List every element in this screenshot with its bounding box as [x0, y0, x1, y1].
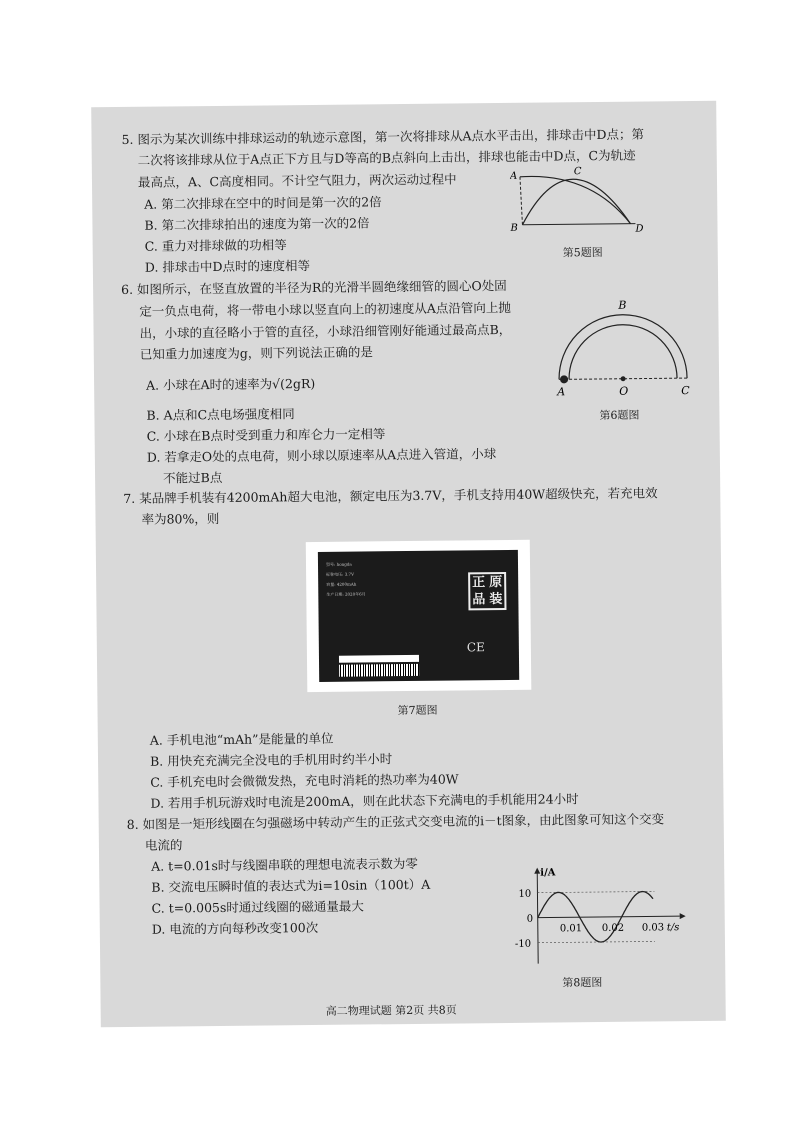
- q8-xlabel: t/s: [666, 922, 680, 934]
- logo-char-2: 原: [489, 575, 503, 591]
- q6-option-a: A. 小球在A时的速率为√(2gR): [146, 375, 316, 393]
- battery-text-4: 生产日期: 2020年6月: [326, 591, 366, 597]
- q5-label-a: A: [509, 170, 518, 182]
- genuine-logo: [468, 572, 506, 610]
- q5-line-3: 最高点，A、C高度相同。不计空气阻力，两次运动过程中: [137, 171, 457, 190]
- q8-option-d: D. 电流的方向每秒改变100次: [151, 919, 319, 937]
- q5-option-c: C. 重力对排球做的功相等: [144, 237, 287, 254]
- q5-line-1: 5. 图示为某次训练中排球运动的轨迹示意图，第一次将排球从A点水平击出，排球击中D点；第: [121, 126, 645, 147]
- q8-ytick-0: 0: [526, 913, 534, 925]
- q5-label-b: B: [510, 222, 518, 234]
- battery-text-3: 容量: 4200mAh: [326, 581, 357, 587]
- q6-line-2: 定一负点电荷，将一带电小球以竖直向上的初速度从A点沿管向上抛: [139, 299, 511, 319]
- q5-trajectory-figure: [510, 163, 661, 235]
- q7-option-b: B. 用快充充满完全没电的手机用时约半小时: [149, 751, 393, 769]
- q8-option-a: A. t=0.01s时与线圈串联的理想电流表示数为零: [151, 855, 418, 874]
- serial-sticker: [339, 655, 419, 663]
- barcode: [339, 664, 419, 677]
- battery-text-2: 标称电压: 3.7V: [326, 571, 355, 577]
- q7-option-c: C. 手机充电时会微微发热，充电时消耗的热功率为40W: [150, 771, 459, 790]
- q8-ytick-10: 10: [518, 888, 532, 900]
- q6-label-b: B: [618, 298, 627, 312]
- q6-option-d-cont: 不能过B点: [163, 469, 223, 486]
- q8-ytick-neg10: -10: [514, 938, 532, 950]
- battery-text-1: 型号: hongda: [325, 561, 352, 567]
- ce-mark: CE: [466, 640, 485, 655]
- q6-option-d: D. 若拿走O处的点电荷，则小球以原速率从A点进入管道，小球: [146, 446, 497, 465]
- q7-option-a: A. 手机电池“mAh”是能量的单位: [149, 730, 334, 748]
- q6-semicircle-figure: [548, 286, 699, 400]
- q5-option-d: D. 排球击中D点时的速度相等: [144, 258, 310, 275]
- battery-photo: [306, 540, 532, 692]
- q8-line-1: 8. 如图是一矩形线圈在匀强磁场中转动产生的正弦式交变电流的i－t图象，由此图象可知这个交变: [126, 811, 665, 832]
- q8-xtick-003: 0.03: [641, 922, 665, 934]
- q6-option-c: C. 小球在B点时受到重力和库仑力一定相等: [146, 426, 386, 444]
- q8-line-2: 电流的: [144, 837, 183, 853]
- q8-option-b: B. 交流电压瞬时值的表达式为i=10sin（100t）A: [151, 876, 431, 895]
- q6-option-b: B. A点和C点电场强度相同: [146, 406, 295, 423]
- q8-caption: 第8题图: [562, 975, 603, 990]
- q5-label-d: D: [635, 223, 644, 235]
- logo-char-3: 品: [472, 592, 486, 608]
- q6-line-4: 已知重力加速度为g，则下列说法正确的是: [139, 344, 373, 362]
- battery-label: [318, 550, 519, 682]
- q7-line-1: 7. 某品牌手机装有4200mAh超大电池，额定电压为3.7V，手机支持用40W超级快充，若充电效: [123, 485, 658, 506]
- q8-xtick-001: 0.01: [559, 923, 583, 935]
- q5-option-b: B. 第二次排球拍出的速度为第一次的2倍: [144, 215, 370, 233]
- logo-char-1: 正: [472, 575, 486, 591]
- q6-label-c: C: [681, 384, 690, 398]
- q7-line-2: 率为80%，则: [141, 510, 220, 527]
- q7-caption: 第7题图: [397, 703, 438, 718]
- q6-label-o: O: [619, 384, 629, 398]
- q8-xtick-002: 0.02: [601, 922, 625, 934]
- logo-char-4: 装: [489, 592, 503, 608]
- q5-option-a: A. 第二次排球在空中的时间是第一次的2倍: [144, 194, 382, 212]
- q5-line-2: 二次将该排球从位于A点正下方且与D等高的B点斜向上击出，排球也能击中D点，C为轨迹: [137, 147, 636, 168]
- q7-option-d: D. 若用手机玩游戏时电流是200mA，则在此状态下充满电的手机能用24小时: [150, 791, 579, 811]
- q6-caption: 第6题图: [599, 408, 640, 422]
- q6-line-1: 6. 如图所示，在竖直放置的半径为R的光滑半圆绝缘细管的圆心O处固: [121, 277, 507, 297]
- exam-page: [91, 101, 726, 1027]
- q8-option-c: C. t=0.005s时通过线圈的磁通量最大: [151, 898, 364, 916]
- q6-label-a: A: [557, 385, 566, 399]
- q8-ylabel: i/A: [540, 867, 556, 879]
- q5-caption: 第5题图: [562, 245, 603, 260]
- q6-line-3: 出，小球的直径略小于管的直径，小球沿细管刚好能通过最高点B，: [139, 321, 512, 341]
- q5-label-c: C: [573, 166, 582, 178]
- q8-sine-graph: [514, 864, 690, 971]
- page-footer: 高二物理试题 第2页 共8页: [325, 1003, 457, 1018]
